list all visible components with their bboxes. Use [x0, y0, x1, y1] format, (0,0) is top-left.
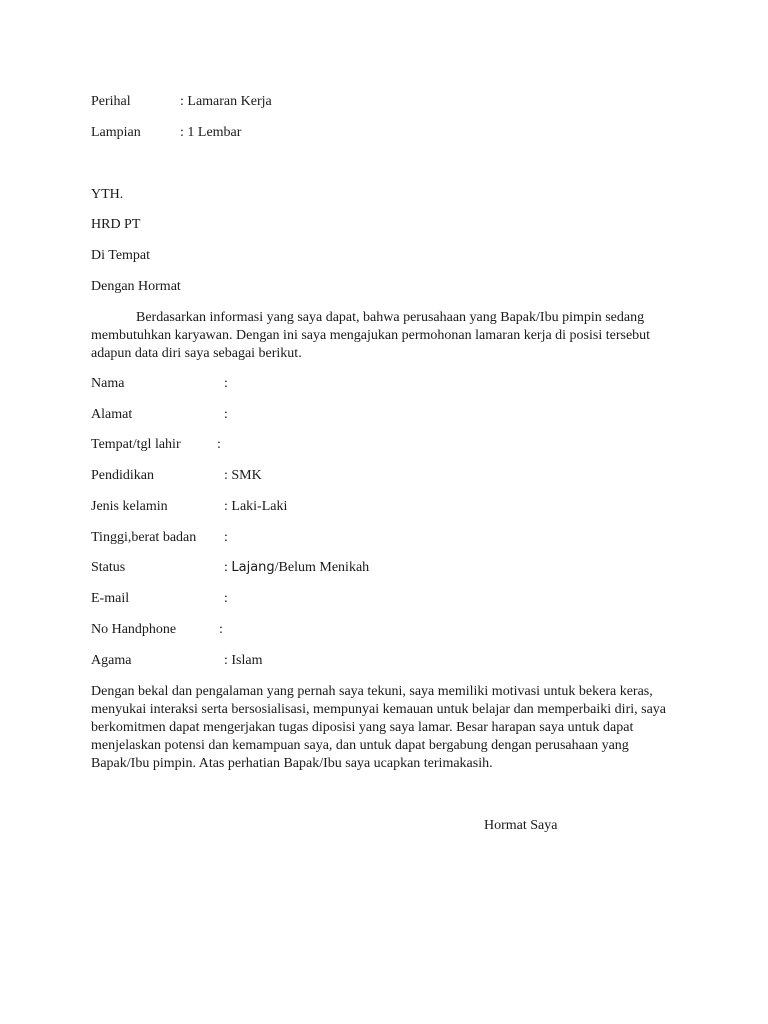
field-value: :: [217, 437, 221, 452]
recipient-yth: YTH.: [91, 187, 124, 202]
field-label: E-mail: [91, 591, 130, 606]
field-label: Jenis kelamin: [91, 499, 168, 514]
signature-closing: Hormat Saya: [484, 818, 558, 833]
field-label: Status: [91, 560, 126, 575]
intro-line: adapun data diri saya sebagai berikut.: [91, 346, 302, 361]
field-value: :: [224, 530, 228, 545]
field-value: :: [224, 591, 228, 606]
field-label: Pendidikan: [91, 468, 154, 483]
field-status: [91, 559, 370, 577]
field-tinggi-berat: [91, 529, 228, 547]
field-value: : Laki-Laki: [224, 499, 288, 514]
field-nama: [91, 375, 228, 393]
closing-paragraph: [91, 683, 671, 773]
recipient-hrd: HRD PT: [91, 217, 141, 232]
field-value: :: [219, 622, 223, 637]
intro-line: Berdasarkan informasi yang saya dapat, bahwa perusahaan yang Bapak/Ibu pimpin sedang: [136, 310, 645, 325]
field-email: [91, 590, 228, 608]
field-label: Tinggi,berat badan: [91, 530, 197, 545]
lampian-value: : 1 Lembar: [180, 125, 242, 140]
field-agama: [91, 652, 263, 670]
closing-line: Bapak/Ibu pimpin. Atas perhatian Bapak/Ibu saya ucapkan terimakasih.: [91, 756, 493, 771]
status-lajang: Lajang: [231, 560, 275, 575]
closing-line: Dengan bekal dan pengalaman yang pernah saya tekuni, saya memiliki motivasi untuk bekera keras,: [91, 684, 653, 699]
field-no-handphone: [91, 621, 223, 639]
field-label: Nama: [91, 376, 125, 391]
closing-line: menjelaskan potensi dan kemampuan saya, dan untuk dapat bergabung dengan perusahaan yang: [91, 738, 629, 753]
field-value: :: [224, 376, 228, 391]
intro-line: membutuhkan karyawan. Dengan ini saya mengajukan permohonan lamaran kerja di posisi tersebut: [91, 328, 651, 343]
field-label: Alamat: [91, 407, 133, 422]
closing-line: menyukai interaksi serta bersosialisasi, mempunyai kemauan untuk belajar dan memperbaiki diri, saya: [91, 702, 666, 717]
lampian-row: [91, 124, 242, 142]
field-label: Agama: [91, 653, 132, 668]
lampian-label: Lampian: [91, 125, 141, 140]
field-value: : SMK: [224, 468, 262, 483]
field-value: :: [224, 407, 228, 422]
intro-paragraph: [91, 309, 671, 363]
recipient-place: Di Tempat: [91, 248, 151, 263]
field-label: No Handphone: [91, 622, 177, 637]
closing-line: berkomitmen dapat mengerjakan tugas diposisi yang saya lamar. Besar harapan saya untuk dapat: [91, 720, 634, 735]
status-prefix: :: [224, 560, 232, 575]
field-label: Tempat/tgl lahir: [91, 437, 181, 452]
greeting: Dengan Hormat: [91, 279, 181, 294]
field-tempat-tgl-lahir: [91, 436, 221, 454]
field-value: [224, 559, 369, 577]
field-pendidikan: [91, 467, 262, 485]
field-jenis-kelamin: [91, 498, 288, 516]
field-alamat: [91, 406, 228, 424]
status-rest: /Belum Menikah: [274, 560, 370, 575]
perihal-value: : Lamaran Kerja: [180, 94, 272, 109]
perihal-label: Perihal: [91, 94, 131, 109]
perihal-row: [91, 93, 272, 111]
field-value: : Islam: [224, 653, 263, 668]
